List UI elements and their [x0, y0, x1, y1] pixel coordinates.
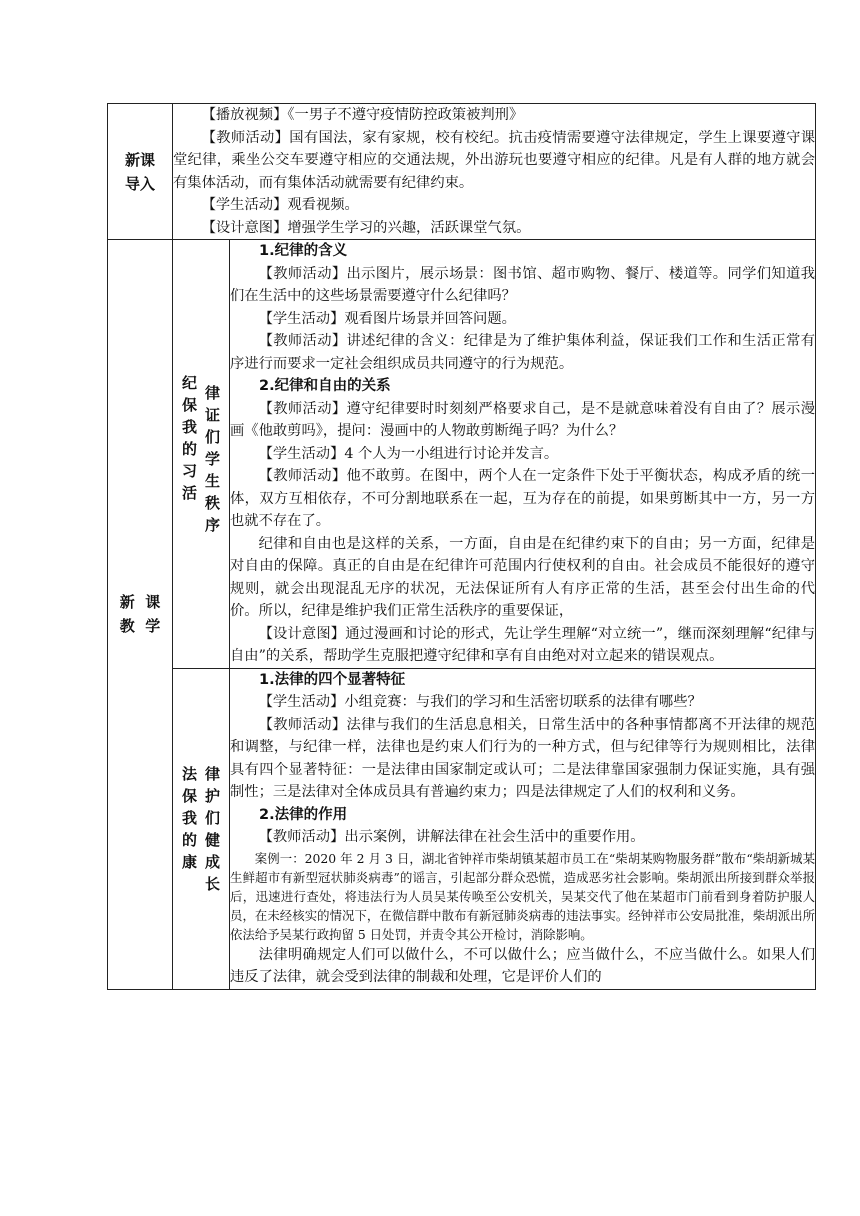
law-row	[108, 668, 816, 989]
content-paragraph: 【教师活动】出示案例，讲解法律在社会生活中的重要作用。	[258, 829, 645, 845]
case-paragraph: 案例一：2020 年 2 月 3 日，湖北省钟祥市柴胡镇某超市员工在“柴胡某购物服务群”散布“柴胡新城某生鲜超市有新型冠状肺炎病毒”的谣言，引起部分群众恐慌，造成恶劣社会影响。柴胡派出所接到群众举报后，迅速进行查处，将违法行为人员吴某传唤至公安机关，吴某交代了他在某超市门前看到身着防护服人员，在未经核实的情况下，在微信群中散布有新冠肺炎病毒的违法事实。经钟祥市公安局批准，柴胡派出所依法给予吴某行政拘留 5 日处罚，并责令其公开检讨，消除影响。	[230, 850, 815, 942]
content-paragraph: 【学生活动】观看图片场景并回答问题。	[258, 310, 516, 327]
content-paragraph: 【教师活动】出示图片，展示场景：图书馆、超市购物、餐厅、楼道等。同学们知道我们在生活中的这些场景需要遵守什么纪律吗？	[230, 265, 815, 304]
intro-paragraph: 【播放视频】《一男子不遵守疫情防控政策被判刑》	[201, 107, 524, 123]
intro-label: 新课 导入	[108, 104, 173, 240]
content-paragraph: 【教师活动】讲述纪律的含义：纪律是为了维护集体利益，保证我们工作和生活正常有序进行而要求一定社会组织成员共同遵守的行为规范。	[230, 333, 815, 372]
discipline-content	[230, 240, 816, 669]
law-content	[230, 668, 816, 989]
content-paragraph: 【学生活动】4 个人为一小组进行讨论并发言。	[258, 445, 559, 462]
intro-row	[108, 104, 816, 240]
content-paragraph: 【教师活动】法律与我们的生活息息相关，日常生活中的各种事情都离不开法律的规范和调整，与纪律一样，法律也是约束人们行为的一种方式，但与纪律等行为规则相比，法律具有四个显著特征：一是法律由国家制定或认可；二是法律靠国家强制力保证实施，具有强制性；三是法律对全体成员具有普遍约束力；四是法律规定了人们的权利和义务。	[230, 716, 815, 800]
discipline-row	[108, 240, 816, 669]
intro-content	[173, 104, 816, 240]
section-heading: 1.法律的四个显著特征	[259, 671, 406, 688]
content-paragraph: 【学生活动】小组竞赛：与我们的学习和生活密切联系的法律有哪些？	[258, 694, 702, 710]
intro-paragraph: 【教师活动】国有国法，家有家规，校有校纪。抗击疫情需要遵守法律规定，学生上课要遵守课堂纪律，乘坐公交车要遵守相应的交通法规，外出游玩也要遵守相应的纪律。凡是有人群的地方就会有集体活动，而有集体活动就需要有纪律约束。	[173, 129, 815, 191]
law-topic-label: 法 保 我 的 康 律 护 们 健 成 长	[173, 668, 230, 989]
lesson-plan-table	[107, 103, 816, 990]
section-heading: 1.纪律的含义	[259, 243, 348, 259]
content-paragraph: 纪律和自由也是这样的关系，一方面，自由是在纪律约束下的自由；另一方面，纪律是对自由的保障。真正的自由是在纪律许可范围内行使权利的自由。社会成员不能很好的遵守规则，就会出现混乱无序的状况，无法保证所有人有序正常的生活，甚至会付出生命的代价。所以，纪律是维护我们正常生活秩序的重要保证，	[230, 535, 815, 619]
intro-paragraph: 【设计意图】增强学生学习的兴趣，活跃课堂气氛。	[201, 219, 531, 236]
content-paragraph: 【教师活动】他不敢剪。在图中，两个人在一定条件下处于平衡状态，构成矛盾的统一体，双方互相依存，不可分割地联系在一起，互为存在的前提，如果剪断其中一方，另一方也就不存在了。	[230, 468, 815, 529]
content-paragraph: 法律明确规定人们可以做什么，不可以做什么；应当做什么，不应当做什么。如果人们违反了法律，就会受到法律的制裁和处理，它是评价人们的	[230, 946, 815, 985]
content-paragraph: 【设计意图】通过漫画和讨论的形式，先让学生理解“对立统一”，继而深刻理解“纪律与自由”的关系，帮助学生克服把遵守纪律和享有自由绝对对立起来的错误观点。	[230, 625, 815, 664]
teaching-label: 新 课 教 学	[108, 240, 173, 990]
section-heading: 2.法律的作用	[259, 806, 348, 823]
intro-paragraph: 【学生活动】观看视频。	[201, 197, 359, 213]
content-paragraph: 【教师活动】遵守纪律要时时刻刻严格要求自己，是不是就意味着没有自由了？展示漫画《他敢剪吗》，提问：漫画中的人物敢剪断绳子吗？为什么？	[230, 400, 815, 439]
discipline-topic-label: 纪 保 我 的 习 活 律 证 们 学 生 秩 序	[173, 240, 230, 669]
section-heading: 2.纪律和自由的关系	[259, 378, 391, 394]
